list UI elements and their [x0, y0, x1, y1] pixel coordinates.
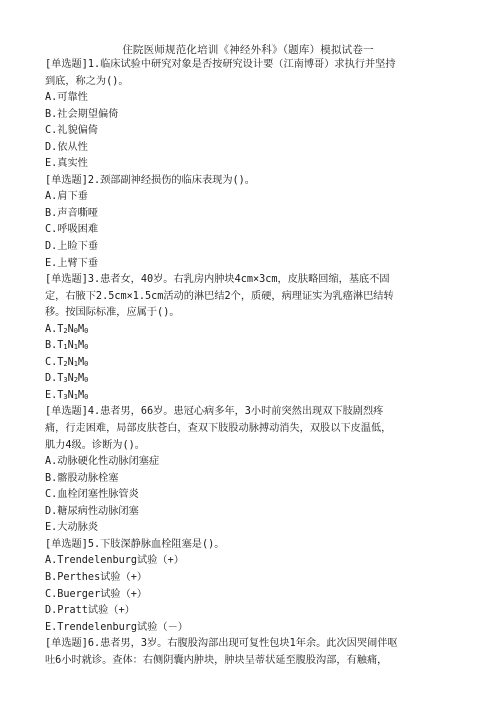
option-e: E.上臂下垂 — [45, 257, 99, 269]
option-b: B.髂股动脉栓塞 — [45, 472, 119, 484]
option-c: C.血栓闭塞性脉管炎 — [45, 489, 139, 501]
option-c: C.Buerger试验（+） — [45, 588, 148, 600]
question-stem-line: [单选题]2.颈部副神经损伤的临床表现为()。 — [45, 174, 255, 186]
option-c: $C.T_2N_1M_0$ — [45, 356, 89, 368]
option-a: A.可靠性 — [45, 92, 88, 104]
question-stem-line: [单选题]6.患者男，3岁。右腹股沟部出现可复性包块1年余。此次因哭闹伴呕 — [45, 638, 398, 650]
option-d: D.依从性 — [45, 141, 88, 153]
option-e: E.真实性 — [45, 158, 88, 170]
question-stem-line: [单选题]4.患者男，66岁。患冠心病多年，3小时前突然出现双下肢剧烈疼 — [45, 406, 384, 418]
question-1 — [45, 57, 455, 173]
question-6 — [45, 636, 455, 669]
page-title: 住院医师规范化培训《神经外科》（题库）模拟试卷一 — [122, 44, 374, 56]
question-2 — [45, 173, 455, 272]
question-4 — [45, 404, 455, 536]
option-a: A.肩下垂 — [45, 191, 88, 203]
option-a: A.动脉硬化性动脉闭塞症 — [45, 456, 160, 468]
option-d: D.Pratt试验（+） — [45, 605, 135, 617]
option-e: $E.T_3N_1M_0$ — [45, 389, 89, 401]
question-stem-line: 定，右腋下2.5cm×1.5cm活动的淋巴结2个，质硬，病理证实为乳癌淋巴结转 — [45, 290, 394, 302]
option-b: $B.T_1N_1M_0$ — [45, 340, 89, 352]
question-5 — [45, 537, 455, 636]
option-c: C.呼吸困难 — [45, 224, 99, 236]
question-3 — [45, 272, 455, 404]
question-stem-line: 移。按国际标准，应属于()。 — [45, 307, 180, 319]
option-a: $A.T_2N_0M_0$ — [45, 323, 89, 335]
option-d: $D.T_3N_2M_0$ — [45, 373, 89, 385]
option-b: B.Perthes试验（+） — [45, 571, 148, 583]
option-a: A.Trendelenburg试验（+） — [45, 555, 184, 567]
option-b: B.声音嘶哑 — [45, 207, 99, 219]
option-e: E.大动脉炎 — [45, 522, 99, 534]
question-stem-line: 肌力4级。诊断为()。 — [45, 439, 145, 451]
option-b: B.社会期望偏倚 — [45, 108, 119, 120]
option-d: D.糖尿病性动脉闭塞 — [45, 505, 139, 517]
question-stem-line: [单选题]3.患者女，40岁。右乳房内肿块4cm×3cm，皮肤略回缩，基底不固 — [45, 274, 390, 286]
question-stem-line: [单选题]5.下肢深静脉血栓阻塞是()。 — [45, 538, 225, 550]
question-stem-line: 吐6小时就诊。查体：右侧阴囊内肿块，肿块呈蒂状延至腹股沟部，有触痛， — [45, 654, 388, 666]
option-e: E.Trendelenburg试验（－） — [45, 621, 188, 633]
option-d: D.上睑下垂 — [45, 241, 99, 253]
option-c: C.礼貌偏倚 — [45, 125, 99, 137]
question-stem-line: [单选题]1.临床试验中研究对象是否按研究设计要（江南博哥）求执行并坚持 — [45, 59, 396, 70]
question-list — [45, 57, 455, 669]
question-stem-line: 痛，行走困难，局部皮肤苍白，查双下肢股动脉搏动消失，双股以下皮温低， — [45, 423, 392, 435]
question-stem-line: 到底，称之为()。 — [45, 75, 129, 87]
